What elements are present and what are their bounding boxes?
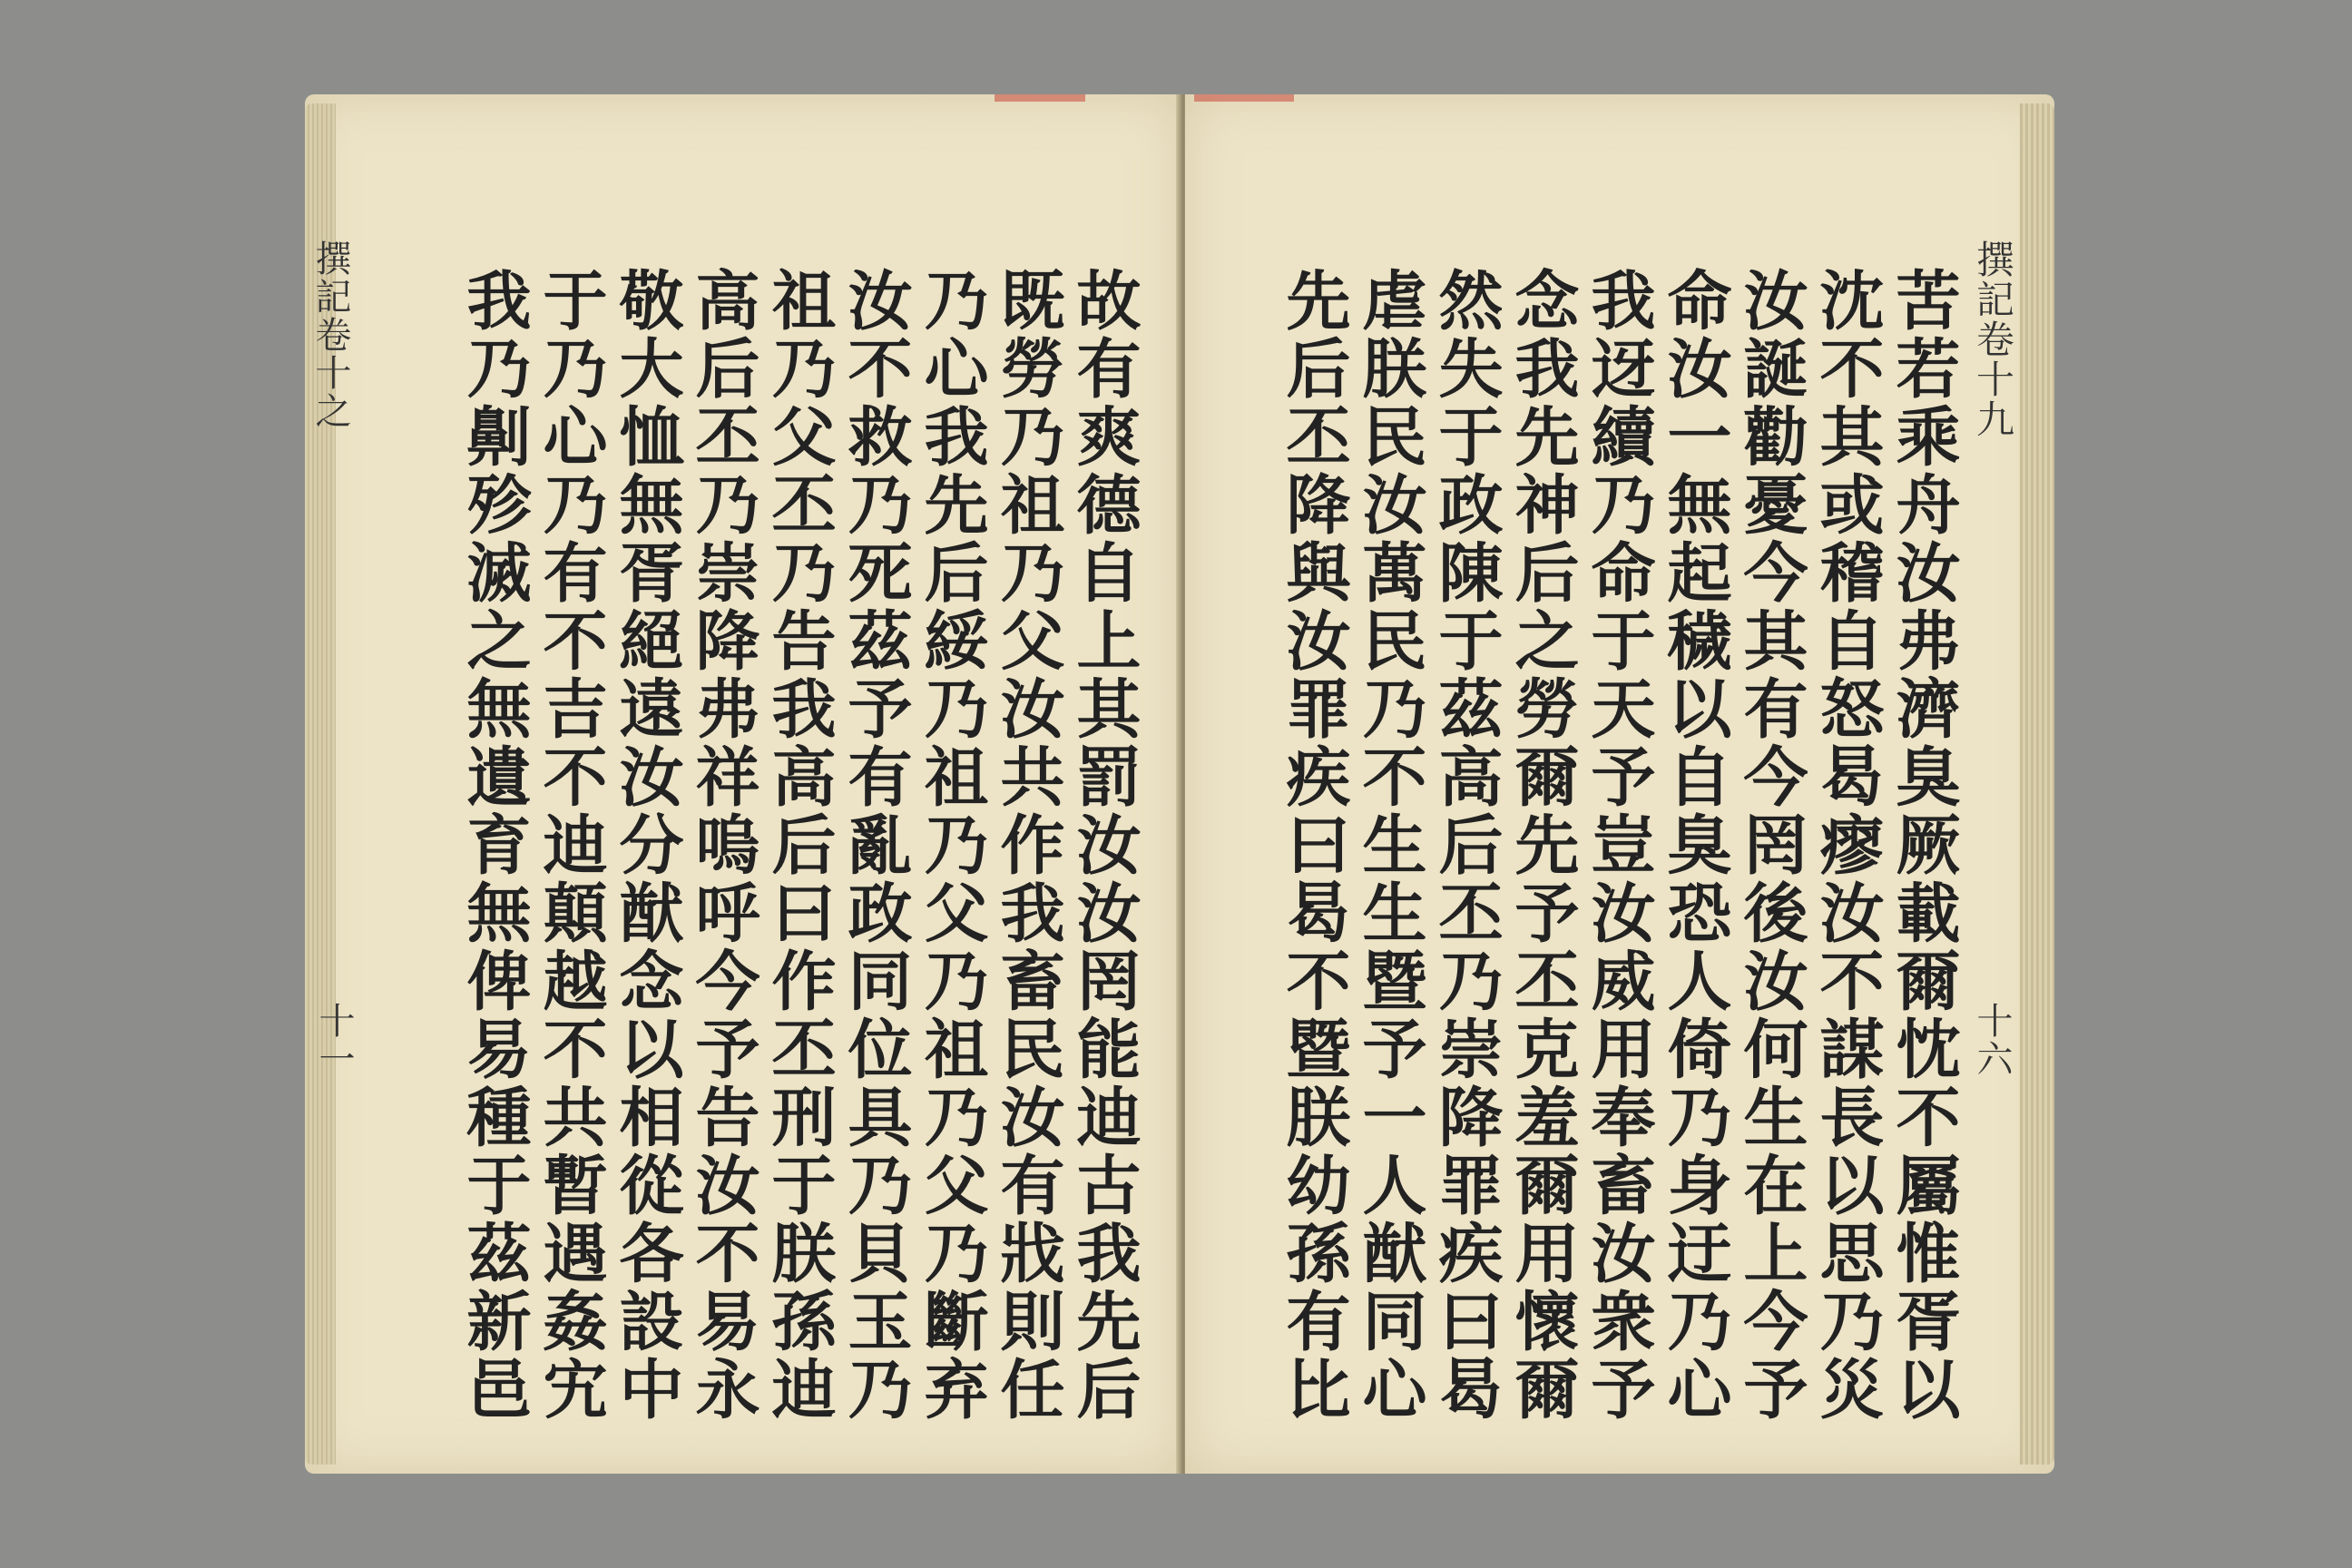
left-column-9: 我乃劓殄滅之無遺育無俾易種于茲新邑 xyxy=(456,267,533,1424)
left-column-3: 乃心我先后綏乃祖乃父乃祖乃父乃斷弃 xyxy=(914,267,990,1424)
left-margin-folio: 十一 xyxy=(313,1002,355,1078)
left-column-8: 于乃心乃有不吉不迪顛越不共暫遇姦宄 xyxy=(533,267,609,1424)
left-margin-label: 撰記卷十之 xyxy=(309,240,351,430)
left-column-5: 祖乃父丕乃告我高后曰作丕刑于朕孫迪 xyxy=(761,267,838,1424)
left-page xyxy=(305,94,1181,1474)
left-column-6: 高后丕乃崇降弗祥嗚呼今予告汝不易永 xyxy=(685,267,761,1424)
left-column-4: 汝不救乃死茲予有亂政同位具乃貝玉乃 xyxy=(838,267,914,1424)
right-column-6: 念我先神后之勞爾先予丕克羞爾用懷爾 xyxy=(1504,267,1581,1424)
right-page xyxy=(1185,94,2054,1474)
right-column-9: 先后丕降與汝罪疾曰曷不暨朕幼孫有比 xyxy=(1276,267,1352,1424)
left-column-1: 故有爽德自上其罰汝汝罔能迪古我先后 xyxy=(1066,267,1142,1424)
left-column-2: 既勞乃祖乃父汝共作我畜民汝有戕則任 xyxy=(990,267,1066,1424)
right-column-3: 汝誕勸憂今其有今罔後汝何生在上今予 xyxy=(1733,267,1809,1424)
right-column-5: 我迓續乃命于天予豈汝威用奉畜汝衆予 xyxy=(1581,267,1657,1424)
right-column-1: 苦若乘舟汝弗濟臭厥載爾忱不屬惟胥以 xyxy=(1886,267,1962,1424)
right-column-2: 沈不其或稽自怒曷瘳汝不謀長以思乃災 xyxy=(1809,267,1886,1424)
right-margin-label: 撰記卷十九 xyxy=(1971,240,2015,439)
left-column-7: 敬大恤無胥絕遠汝分猷念以相從各設中 xyxy=(609,267,685,1424)
red-seal-mark-right xyxy=(1194,94,1294,102)
right-margin-folio: 十六 xyxy=(1971,1002,2013,1078)
open-book xyxy=(305,94,2054,1474)
right-column-8: 虐朕民汝萬民乃不生生暨予一人猷同心 xyxy=(1352,267,1428,1424)
right-column-4: 命汝一無起穢以自臭恐人倚乃身迂乃心 xyxy=(1657,267,1733,1424)
red-seal-mark xyxy=(995,94,1085,102)
right-column-7: 然失于政陳于茲高后丕乃崇降罪疾曰曷 xyxy=(1428,267,1504,1424)
right-page-edges xyxy=(2020,103,2054,1465)
